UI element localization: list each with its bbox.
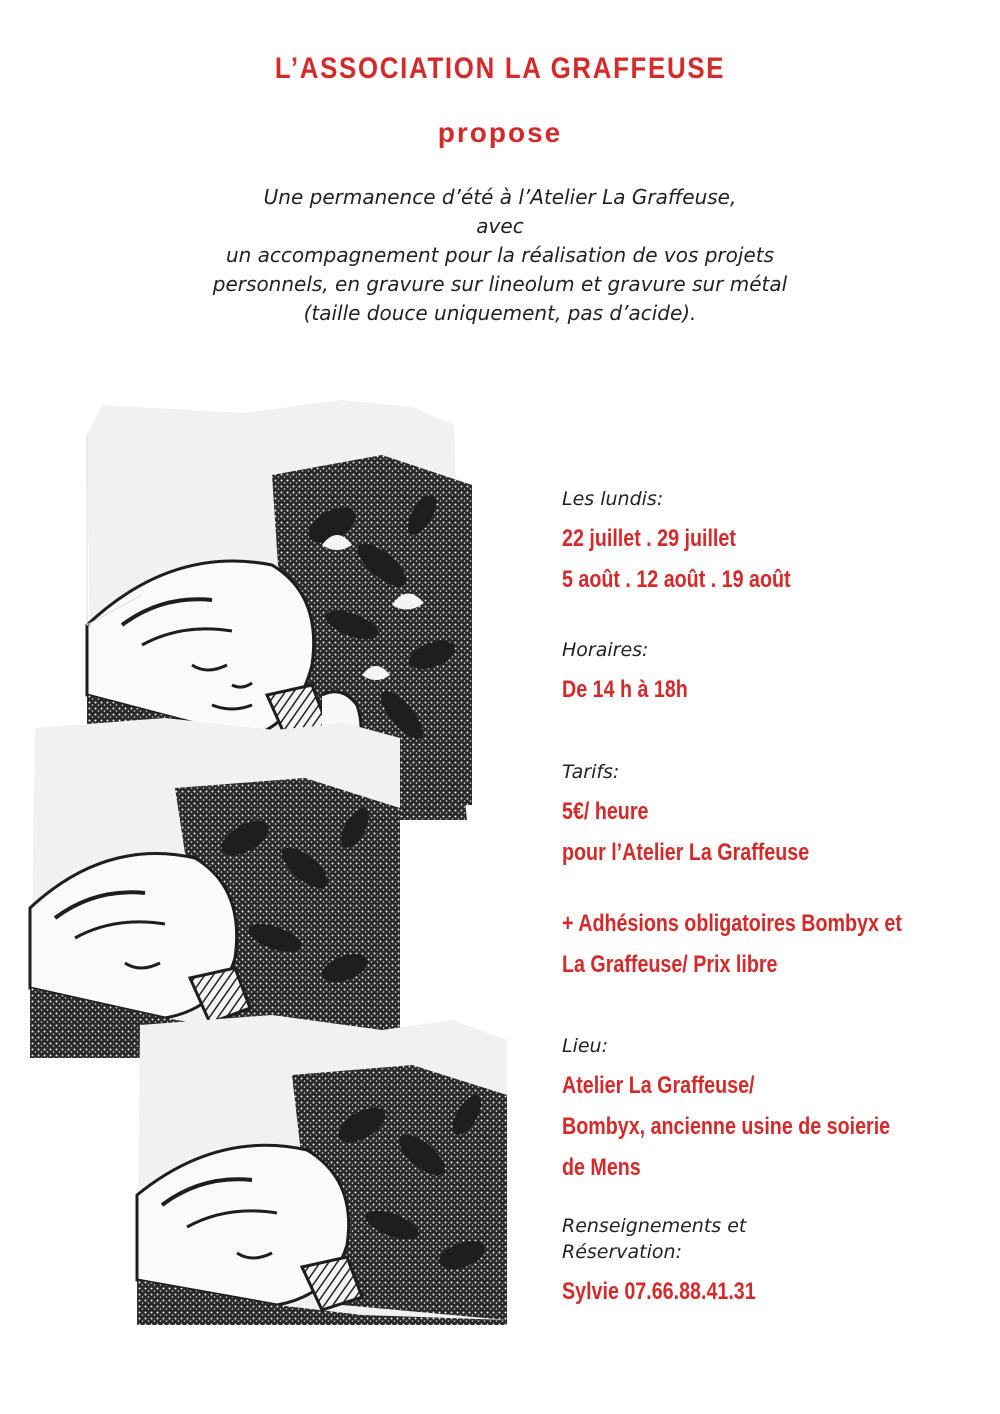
location-line: Atelier La Graffeuse/ [562,1072,755,1099]
dates-line: 5 août . 12 août . 19 août [562,566,791,593]
intro-text [100,183,900,328]
location-line: Bombyx, ancienne usine de soierie [562,1113,891,1140]
price-value: 5€/ heure [562,798,649,825]
intro-line: (taille douce uniquement, pas d’acide). [303,301,697,325]
pricing-label: Tarifs: [562,761,620,783]
membership-line: La Graffeuse/ Prix libre [562,951,778,978]
intro-line: un accompagnement pour la réalisation de vos projets [225,243,775,267]
days-label: Les lundis: [562,488,664,510]
intro-line: Une permanence d’été à l’Atelier La Graffeuse, [263,185,737,209]
hours-label: Horaires: [562,639,649,661]
contact-phone: Sylvie 07.66.88.41.31 [562,1278,756,1305]
hours-section [562,637,715,710]
dates-line: 22 juillet . 29 juillet [562,525,736,552]
hours-value: De 14 h à 18h [562,676,688,703]
intro-line: avec [476,214,524,238]
schedule-section [562,486,841,600]
location-line: de Mens [562,1154,641,1181]
contact-section [562,1213,798,1312]
linocut-print-illustration [132,1005,512,1325]
location-section [562,1033,962,1188]
intro-line: personnels, en gravure sur lineolum et gravure sur métal [212,272,788,296]
poster-title: L’ASSOCIATION LA GRAFFEUSE [274,52,726,85]
contact-label: Renseignements et [562,1215,747,1237]
poster-subtitle: propose [437,117,563,148]
price-note: pour l’Atelier La Graffeuse [562,839,810,866]
membership-line: + Adhésions obligatoires Bombyx et [562,910,902,937]
linocut-print-graphic [132,1005,512,1325]
pricing-section [562,759,977,985]
contact-label: Réservation: [562,1241,682,1263]
location-label: Lieu: [562,1035,608,1057]
